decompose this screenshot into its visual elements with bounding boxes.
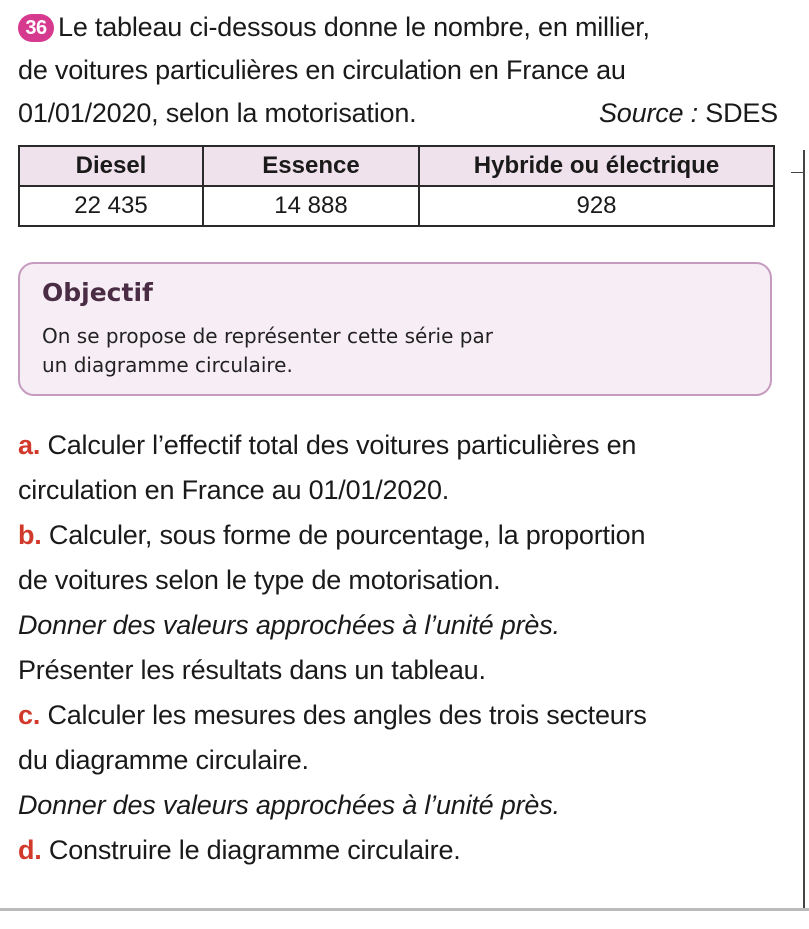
question-b-note: Donner des valeurs approchées à l’unité près.	[18, 610, 560, 640]
question-a-letter: a.	[18, 430, 41, 460]
question-a-line-2: circulation en France au 01/01/2020.	[18, 475, 450, 505]
question-c-line-2: du diagramme circulaire.	[18, 745, 309, 775]
objectif-text	[42, 322, 742, 380]
exercise-intro	[18, 6, 778, 135]
header-hybride: Hybride ou électrique	[419, 146, 774, 186]
objectif-box	[18, 262, 772, 396]
question-a-line-1	[18, 423, 778, 468]
table-header-row	[19, 146, 774, 186]
question-c-line-1	[18, 693, 778, 738]
table-value-row	[19, 186, 774, 226]
header-diesel: Diesel	[19, 146, 203, 186]
page-edge-rule	[803, 150, 805, 911]
question-b-text-1: Calculer, sous forme de pourcentage, la proportion	[48, 520, 646, 550]
header-essence: Essence	[203, 146, 419, 186]
question-b-line-1	[18, 513, 778, 558]
intro-line-1	[18, 6, 778, 49]
question-a-text-1: Calculer l’effectif total des voitures particulières en	[47, 430, 637, 460]
value-hybride: 928	[419, 186, 774, 226]
question-b-line-2: de voitures selon le type de motorisation.	[18, 565, 501, 595]
question-c-text-1: Calculer les mesures des angles des trois secteurs	[47, 700, 647, 730]
value-essence: 14 888	[203, 186, 419, 226]
source-label: Source :	[599, 98, 698, 128]
intro-line-2: de voitures particulières en circulation en France au	[18, 55, 626, 85]
question-d-line	[18, 828, 778, 873]
question-d-text: Construire le diagramme circulaire.	[48, 835, 461, 865]
intro-line-3	[18, 92, 778, 135]
source-attribution	[599, 92, 778, 135]
question-c-letter: c.	[18, 700, 41, 730]
page-edge-tick	[791, 172, 805, 173]
question-d-letter: d.	[18, 835, 42, 865]
question-b-extra: Présenter les résultats dans un tableau.	[18, 655, 486, 685]
value-diesel: 22 435	[19, 186, 203, 226]
objectif-line-2: un diagramme circulaire.	[42, 353, 293, 377]
intro-text-3: 01/01/2020, selon la motorisation.	[18, 98, 417, 128]
source-value: SDES	[705, 98, 778, 128]
intro-text-1: Le tableau ci-dessous donne le nombre, en millier,	[58, 12, 650, 42]
questions-block	[18, 423, 778, 873]
page-bottom-rule	[0, 908, 809, 911]
motorisation-table	[18, 145, 775, 227]
objectif-line-1: On se propose de représenter cette série par	[42, 324, 493, 348]
question-c-note: Donner des valeurs approchées à l’unité près.	[18, 790, 560, 820]
question-b-letter: b.	[18, 520, 42, 550]
objectif-title: Objectif	[42, 278, 153, 307]
exercise-number-badge: 36	[18, 14, 54, 42]
